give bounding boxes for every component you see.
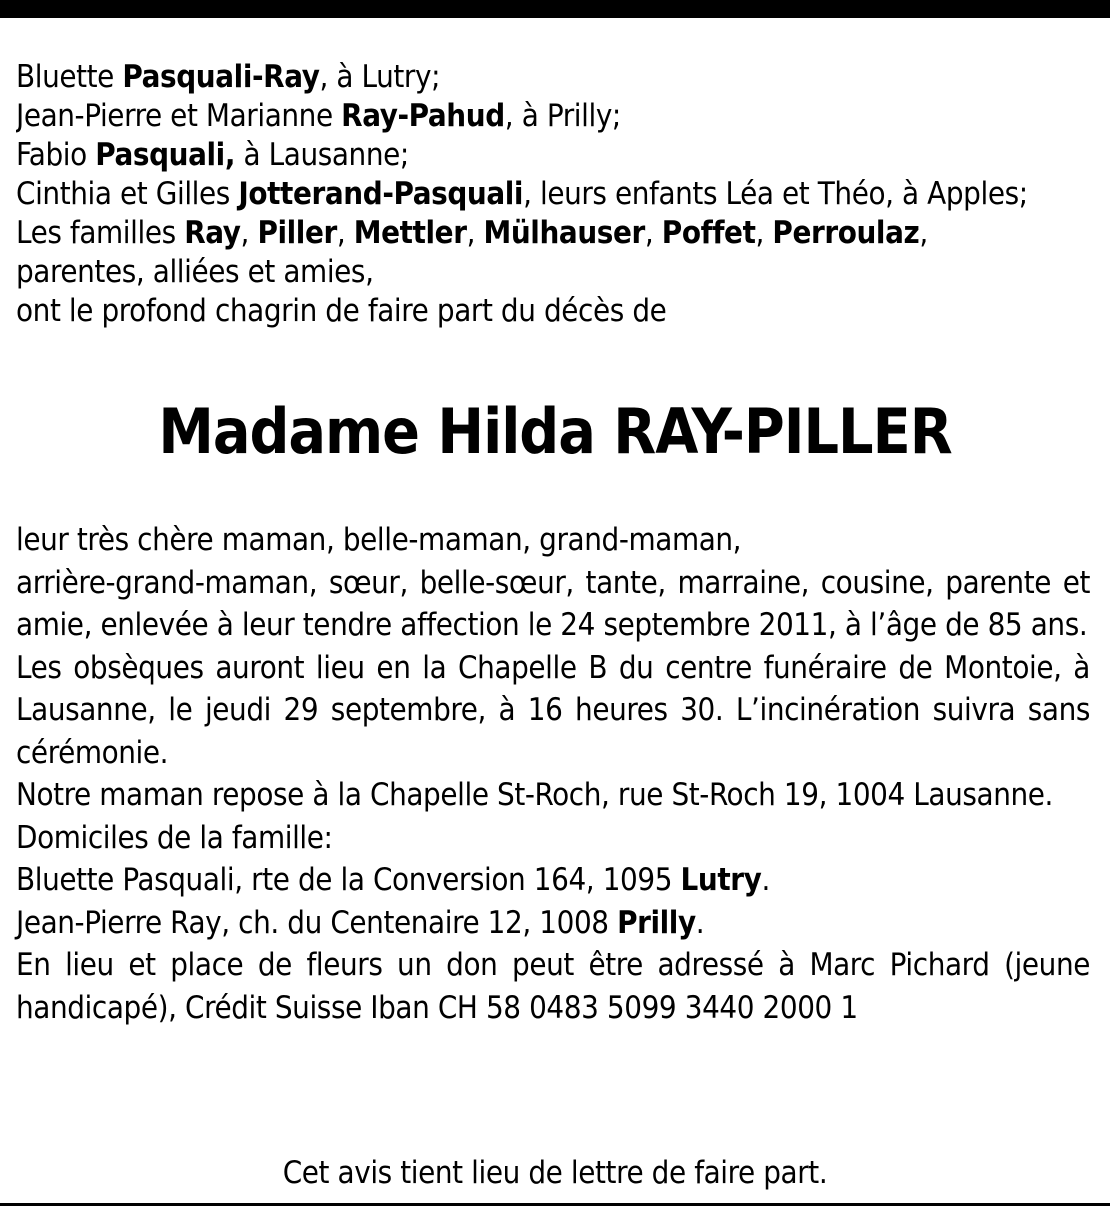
family-surname: Pasquali-Ray xyxy=(122,59,320,95)
family-surname: Mülhauser xyxy=(483,215,645,251)
closing-note: Cet avis tient lieu de lettre de faire part. xyxy=(282,1155,828,1191)
family-surname: Pasquali, xyxy=(95,137,236,173)
family-line-1: Bluette Pasquali-Ray, à Lutry; xyxy=(16,59,441,95)
top-border-rule xyxy=(0,0,1110,18)
deceased-name-heading: Madame Hilda RAY-PILLER xyxy=(158,395,952,468)
bottom-border-rule xyxy=(0,1203,1110,1206)
family-line-7: ont le profond chagrin de faire part du décès de xyxy=(16,293,667,329)
family-homes-heading: Domiciles de la famille: xyxy=(16,819,333,856)
relation-paragraph: arrière-grand-maman, sœur, belle-sœur, tante, marraine, cousine, parente et amie, enlevée à leur tendre affection le 24 septembre 2011, à l’âge de 85 ans. xyxy=(16,564,1090,643)
address-city: Lutry xyxy=(680,862,762,898)
family-line-2: Jean-Pierre et Marianne Ray-Pahud, à Prilly; xyxy=(16,98,621,134)
family-surname: Piller xyxy=(257,215,337,251)
family-line-6: parentes, alliées et amies, xyxy=(16,254,374,290)
relation-line: leur très chère maman, belle-maman, grand-maman, xyxy=(16,522,742,558)
donation-paragraph: En lieu et place de fleurs un don peut être adressé à Marc Pichard (jeune handicapé), Crédit Suisse Iban CH 58 0483 5099 3440 2000 1 xyxy=(16,947,1090,1026)
family-surname: Ray-Pahud xyxy=(341,98,505,134)
notice-body xyxy=(16,519,1090,1029)
family-surname: Poffet xyxy=(661,215,756,251)
family-surname: Mettler xyxy=(353,215,467,251)
family-surname: Jotterand-Pasquali xyxy=(238,176,524,212)
family-address-2: Jean-Pierre Ray, ch. du Centenaire 12, 1008 Prilly. xyxy=(16,904,705,941)
funeral-paragraph: Les obsèques auront lieu en la Chapelle B du centre funéraire de Montoie, à Lausanne, le jeudi 29 septembre, à 16 heures 30. L’incinération suivra sans cérémonie. xyxy=(16,649,1090,771)
family-line-5: Les familles Ray, Piller, Mettler, Mülhauser, Poffet, Perroulaz, xyxy=(16,215,928,251)
family-announcement xyxy=(16,58,1092,331)
family-line-3: Fabio Pasquali, à Lausanne; xyxy=(16,137,409,173)
resting-place-paragraph: Notre maman repose à la Chapelle St-Roch, rue St-Roch 19, 1004 Lausanne. xyxy=(16,777,1053,813)
family-address-1: Bluette Pasquali, rte de la Conversion 164, 1095 Lutry. xyxy=(16,862,770,898)
family-surname: Ray xyxy=(184,215,241,251)
address-city: Prilly xyxy=(617,904,696,941)
family-line-4: Cinthia et Gilles Jotterand-Pasquali, leurs enfants Léa et Théo, à Apples; xyxy=(16,176,1028,212)
family-surname: Perroulaz xyxy=(772,215,920,251)
